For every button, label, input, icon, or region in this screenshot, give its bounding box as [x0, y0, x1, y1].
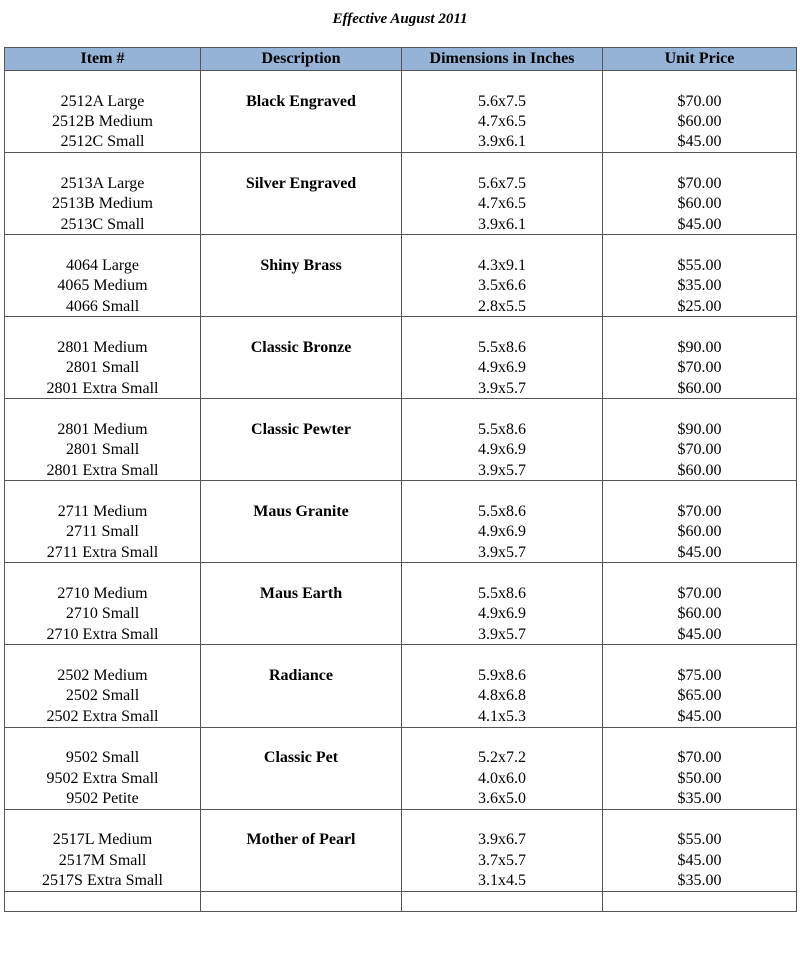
description-cell: Radiance [201, 665, 402, 686]
empty-cell [201, 706, 402, 727]
empty-cell [603, 153, 797, 173]
empty-cell [603, 71, 797, 91]
spacer-row [5, 153, 797, 173]
table-row [5, 542, 797, 563]
dimensions-cell: 3.5x6.6 [402, 275, 603, 296]
dimensions-cell: 4.8x6.8 [402, 686, 603, 707]
spacer-row [5, 645, 797, 665]
empty-cell [5, 645, 201, 665]
dimensions-cell: 3.9x5.7 [402, 378, 603, 399]
empty-cell [603, 481, 797, 501]
unit-price-cell: $70.00 [603, 91, 797, 112]
table-row [5, 337, 797, 358]
empty-cell [201, 870, 402, 891]
dimensions-cell: 3.6x5.0 [402, 788, 603, 809]
item-number-cell: 2517S Extra Small [5, 870, 201, 891]
table-row [5, 870, 797, 891]
empty-cell [201, 891, 402, 911]
table-row [5, 850, 797, 871]
empty-cell [201, 686, 402, 707]
empty-cell [201, 193, 402, 214]
description-cell: Classic Pet [201, 747, 402, 768]
table-row [5, 747, 797, 768]
empty-cell [603, 317, 797, 337]
dimensions-cell: 4.7x6.5 [402, 111, 603, 132]
table-row [5, 214, 797, 235]
table-row [5, 665, 797, 686]
item-number-cell: 2801 Extra Small [5, 378, 201, 399]
empty-cell [402, 481, 603, 501]
product-group [5, 481, 797, 563]
dimensions-cell: 3.1x4.5 [402, 870, 603, 891]
dimensions-cell: 4.7x6.5 [402, 193, 603, 214]
empty-cell [201, 481, 402, 501]
product-group [5, 399, 797, 481]
description-cell: Maus Granite [201, 501, 402, 522]
table-row [5, 460, 797, 481]
dimensions-cell: 3.9x6.1 [402, 132, 603, 153]
dimensions-cell: 4.9x6.9 [402, 439, 603, 460]
item-number-cell: 2801 Small [5, 357, 201, 378]
table-row [5, 378, 797, 399]
empty-cell [201, 214, 402, 235]
table-header [5, 48, 797, 71]
unit-price-cell: $25.00 [603, 296, 797, 317]
spacer-row [5, 891, 797, 911]
empty-cell [603, 399, 797, 419]
table-row [5, 686, 797, 707]
dimensions-cell: 3.9x5.7 [402, 460, 603, 481]
item-number-cell: 2801 Extra Small [5, 460, 201, 481]
spacer-row [5, 235, 797, 255]
spacer-row [5, 809, 797, 829]
empty-cell [201, 399, 402, 419]
item-number-cell: 9502 Extra Small [5, 768, 201, 789]
unit-price-cell: $60.00 [603, 604, 797, 625]
description-cell: Black Engraved [201, 91, 402, 112]
dimensions-cell: 4.9x6.9 [402, 604, 603, 625]
table-row [5, 419, 797, 440]
table-row [5, 296, 797, 317]
empty-cell [5, 235, 201, 255]
empty-cell [201, 235, 402, 255]
description-cell: Classic Bronze [201, 337, 402, 358]
item-number-cell: 2513C Small [5, 214, 201, 235]
unit-price-cell: $60.00 [603, 460, 797, 481]
table-row [5, 132, 797, 153]
empty-cell [402, 891, 603, 911]
table-row [5, 501, 797, 522]
unit-price-cell: $45.00 [603, 214, 797, 235]
table-row [5, 255, 797, 276]
item-number-cell: 4066 Small [5, 296, 201, 317]
empty-cell [201, 788, 402, 809]
empty-cell [603, 809, 797, 829]
spacer-row [5, 71, 797, 91]
dimensions-cell: 5.5x8.6 [402, 583, 603, 604]
table-row [5, 768, 797, 789]
item-number-cell: 2512C Small [5, 132, 201, 153]
product-group [5, 235, 797, 317]
item-number-cell: 4064 Large [5, 255, 201, 276]
empty-cell [5, 891, 201, 911]
table-row [5, 706, 797, 727]
table-row [5, 439, 797, 460]
empty-cell [5, 71, 201, 91]
unit-price-cell: $35.00 [603, 870, 797, 891]
item-number-cell: 2512B Medium [5, 111, 201, 132]
column-header-description: Description [201, 48, 402, 71]
unit-price-cell: $90.00 [603, 419, 797, 440]
empty-cell [402, 153, 603, 173]
empty-cell [603, 727, 797, 747]
description-cell: Mother of Pearl [201, 829, 402, 850]
empty-cell [201, 71, 402, 91]
spacer-row [5, 317, 797, 337]
empty-cell [201, 604, 402, 625]
empty-cell [201, 727, 402, 747]
empty-cell [402, 563, 603, 583]
table-row [5, 583, 797, 604]
product-group [5, 317, 797, 399]
description-cell: Silver Engraved [201, 173, 402, 194]
unit-price-cell: $45.00 [603, 542, 797, 563]
unit-price-cell: $60.00 [603, 522, 797, 543]
item-number-cell: 2512A Large [5, 91, 201, 112]
product-group [5, 153, 797, 235]
spacer-row [5, 399, 797, 419]
empty-cell [603, 645, 797, 665]
empty-cell [201, 460, 402, 481]
column-header-item: Item # [5, 48, 201, 71]
unit-price-cell: $60.00 [603, 378, 797, 399]
unit-price-cell: $70.00 [603, 439, 797, 460]
column-header-price: Unit Price [603, 48, 797, 71]
description-cell: Maus Earth [201, 583, 402, 604]
page-title: Effective August 2011 [332, 11, 468, 27]
empty-cell [201, 542, 402, 563]
product-group [5, 727, 797, 809]
unit-price-cell: $70.00 [603, 583, 797, 604]
column-header-dimensions: Dimensions in Inches [402, 48, 603, 71]
empty-cell [201, 645, 402, 665]
unit-price-cell: $45.00 [603, 624, 797, 645]
item-number-cell: 2502 Extra Small [5, 706, 201, 727]
table-row [5, 173, 797, 194]
item-number-cell: 9502 Small [5, 747, 201, 768]
item-number-cell: 2513B Medium [5, 193, 201, 214]
empty-cell [201, 624, 402, 645]
empty-cell [201, 768, 402, 789]
empty-cell [402, 727, 603, 747]
item-number-cell: 9502 Petite [5, 788, 201, 809]
unit-price-cell: $75.00 [603, 665, 797, 686]
unit-price-cell: $55.00 [603, 255, 797, 276]
dimensions-cell: 5.5x8.6 [402, 419, 603, 440]
dimensions-cell: 5.6x7.5 [402, 91, 603, 112]
dimensions-cell: 4.9x6.9 [402, 357, 603, 378]
unit-price-cell: $55.00 [603, 829, 797, 850]
empty-cell [201, 153, 402, 173]
spacer-row [5, 481, 797, 501]
empty-cell [5, 809, 201, 829]
dimensions-cell: 2.8x5.5 [402, 296, 603, 317]
item-number-cell: 2710 Extra Small [5, 624, 201, 645]
description-cell: Classic Pewter [201, 419, 402, 440]
table-row [5, 193, 797, 214]
product-group [5, 71, 797, 153]
item-number-cell: 2513A Large [5, 173, 201, 194]
dimensions-cell: 5.2x7.2 [402, 747, 603, 768]
dimensions-cell: 3.9x5.7 [402, 624, 603, 645]
item-number-cell: 2710 Medium [5, 583, 201, 604]
unit-price-cell: $45.00 [603, 132, 797, 153]
unit-price-cell: $45.00 [603, 706, 797, 727]
unit-price-cell: $35.00 [603, 275, 797, 296]
item-number-cell: 2710 Small [5, 604, 201, 625]
table-row [5, 788, 797, 809]
item-number-cell: 2711 Medium [5, 501, 201, 522]
empty-cell [402, 317, 603, 337]
table-footer-spacer [5, 891, 797, 911]
item-number-cell: 2801 Small [5, 439, 201, 460]
empty-cell [402, 399, 603, 419]
empty-cell [201, 111, 402, 132]
empty-cell [201, 357, 402, 378]
dimensions-cell: 5.6x7.5 [402, 173, 603, 194]
empty-cell [5, 563, 201, 583]
empty-cell [201, 522, 402, 543]
item-number-cell: 2502 Medium [5, 665, 201, 686]
empty-cell [201, 439, 402, 460]
dimensions-cell: 3.9x6.1 [402, 214, 603, 235]
unit-price-cell: $50.00 [603, 768, 797, 789]
unit-price-cell: $70.00 [603, 747, 797, 768]
empty-cell [201, 378, 402, 399]
table-row [5, 829, 797, 850]
empty-cell [603, 563, 797, 583]
empty-cell [603, 891, 797, 911]
dimensions-cell: 4.0x6.0 [402, 768, 603, 789]
item-number-cell: 2801 Medium [5, 419, 201, 440]
price-table [4, 47, 797, 912]
table-row [5, 357, 797, 378]
empty-cell [5, 727, 201, 747]
table-row [5, 91, 797, 112]
empty-cell [201, 850, 402, 871]
dimensions-cell: 3.9x6.7 [402, 829, 603, 850]
empty-cell [402, 809, 603, 829]
unit-price-cell: $90.00 [603, 337, 797, 358]
table-row [5, 624, 797, 645]
dimensions-cell: 3.9x5.7 [402, 542, 603, 563]
empty-cell [5, 153, 201, 173]
empty-cell [402, 71, 603, 91]
table-row [5, 275, 797, 296]
empty-cell [201, 296, 402, 317]
empty-cell [402, 645, 603, 665]
item-number-cell: 4065 Medium [5, 275, 201, 296]
empty-cell [201, 317, 402, 337]
product-group [5, 563, 797, 645]
unit-price-cell: $70.00 [603, 501, 797, 522]
empty-cell [201, 132, 402, 153]
empty-cell [5, 481, 201, 501]
unit-price-cell: $70.00 [603, 173, 797, 194]
empty-cell [201, 563, 402, 583]
dimensions-cell: 5.5x8.6 [402, 337, 603, 358]
unit-price-cell: $70.00 [603, 357, 797, 378]
table-row [5, 604, 797, 625]
empty-cell [603, 235, 797, 255]
table-row [5, 522, 797, 543]
unit-price-cell: $35.00 [603, 788, 797, 809]
unit-price-cell: $60.00 [603, 193, 797, 214]
empty-cell [5, 399, 201, 419]
dimensions-cell: 3.7x5.7 [402, 850, 603, 871]
item-number-cell: 2502 Small [5, 686, 201, 707]
product-group [5, 645, 797, 727]
dimensions-cell: 4.9x6.9 [402, 522, 603, 543]
unit-price-cell: $65.00 [603, 686, 797, 707]
item-number-cell: 2517L Medium [5, 829, 201, 850]
item-number-cell: 2517M Small [5, 850, 201, 871]
item-number-cell: 2711 Small [5, 522, 201, 543]
dimensions-cell: 4.3x9.1 [402, 255, 603, 276]
item-number-cell: 2711 Extra Small [5, 542, 201, 563]
spacer-row [5, 563, 797, 583]
dimensions-cell: 5.9x8.6 [402, 665, 603, 686]
item-number-cell: 2801 Medium [5, 337, 201, 358]
product-group [5, 809, 797, 891]
description-cell: Shiny Brass [201, 255, 402, 276]
empty-cell [201, 809, 402, 829]
spacer-row [5, 727, 797, 747]
empty-cell [402, 235, 603, 255]
unit-price-cell: $60.00 [603, 111, 797, 132]
table-row [5, 111, 797, 132]
header-row [5, 48, 797, 71]
unit-price-cell: $45.00 [603, 850, 797, 871]
empty-cell [5, 317, 201, 337]
dimensions-cell: 4.1x5.3 [402, 706, 603, 727]
empty-cell [201, 275, 402, 296]
dimensions-cell: 5.5x8.6 [402, 501, 603, 522]
